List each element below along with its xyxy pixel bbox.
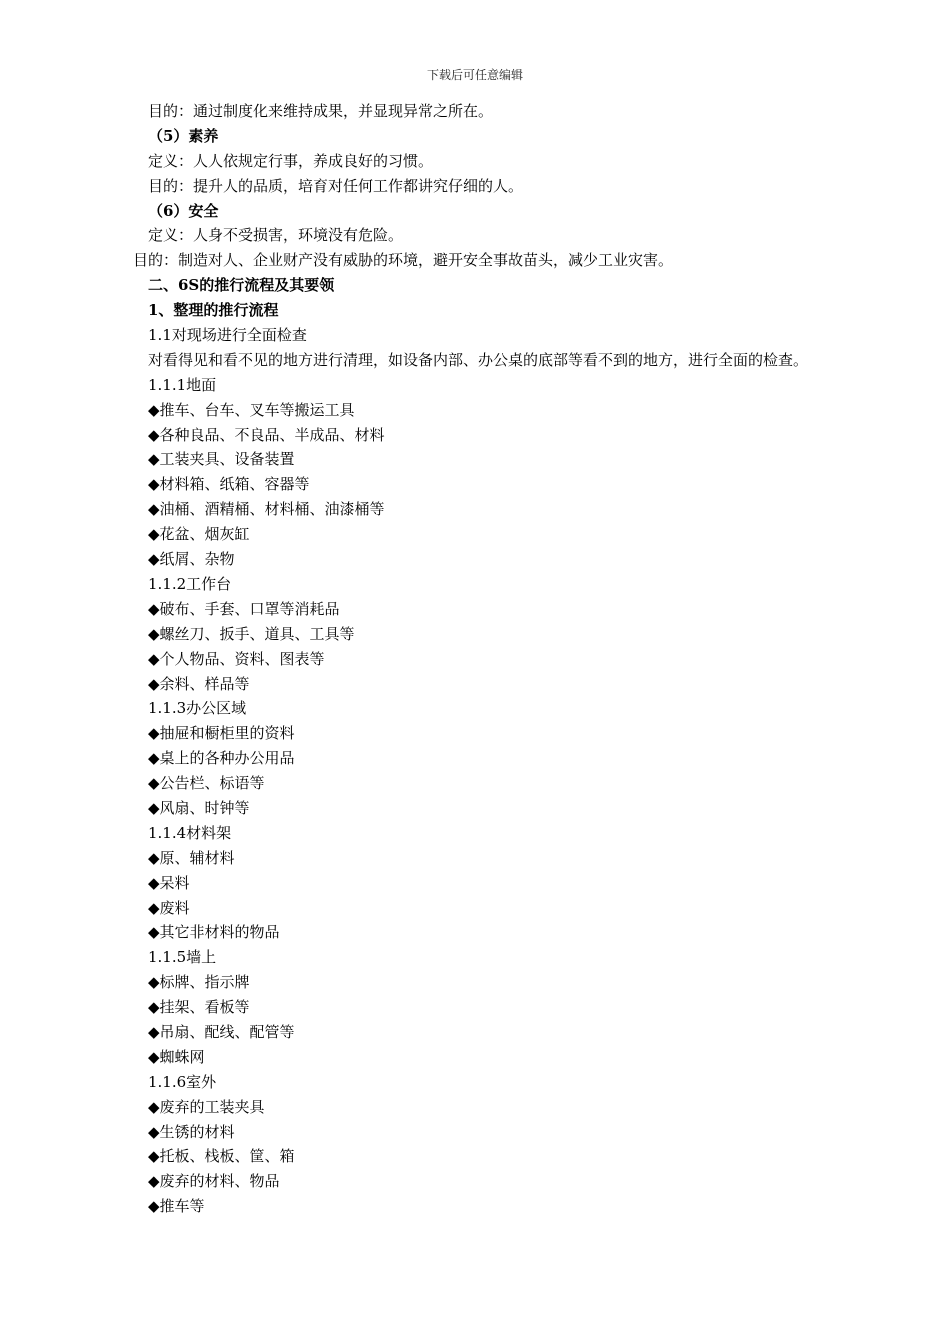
paragraph-line: ◆公告栏、标语等: [148, 774, 265, 793]
paragraph-line: ◆材料箱、纸箱、容器等: [148, 475, 310, 494]
paragraph-line: ◆废弃的工装夹具: [148, 1097, 265, 1116]
paragraph-line: ◆花盆、烟灰缸: [148, 525, 250, 544]
paragraph-line: 1.1对现场进行全面检查: [148, 326, 307, 345]
page-header: 下载后可任意编辑: [426, 68, 523, 82]
paragraph-line: ◆托板、栈板、筐、箱: [148, 1147, 295, 1166]
paragraph-line: ◆推车、台车、叉车等搬运工具: [148, 400, 355, 419]
paragraph-line: ◆桌上的各种办公用品: [148, 749, 295, 768]
paragraph-line: ◆纸屑、杂物: [148, 550, 235, 569]
paragraph-line: ◆余料、样品等: [148, 674, 250, 693]
paragraph-line: ◆抽屉和橱柜里的资料: [148, 724, 295, 743]
paragraph-line: ◆标牌、指示牌: [148, 973, 250, 992]
paragraph-line: 目的：通过制度化来维持成果，并显现异常之所在。: [148, 102, 494, 120]
paragraph-line: ◆生锈的材料: [148, 1122, 235, 1141]
section-heading: （5）素养: [148, 126, 219, 145]
document-body: [114, 99, 842, 1219]
paragraph-line: 定义：人身不受损害，环境没有危险。: [148, 226, 404, 245]
paragraph-line: ◆螺丝刀、扳手、道具、工具等: [148, 624, 355, 643]
paragraph-line: ◆挂架、看板等: [148, 998, 250, 1017]
paragraph-line: ◆油桶、酒精桶、材料桶、油漆桶等: [148, 500, 385, 519]
paragraph-line: ◆个人物品、资料、图表等: [148, 649, 325, 668]
paragraph-line: 1.1.4材料架: [148, 823, 232, 842]
paragraph-line: 1.1.1地面: [148, 375, 217, 394]
paragraph-line: 1.1.5墙上: [148, 948, 217, 967]
paragraph-line: ◆蜘蛛网: [148, 1047, 205, 1066]
paragraph-line: 目的：提升人的品质，培育对任何工作都讲究仔细的人。: [148, 176, 524, 195]
paragraph-line: 目的：制造对人、企业财产没有威胁的环境，避开安全事故苗头，减少工业灾害。: [133, 251, 674, 270]
paragraph-line: ◆各种良品、不良品、半成品、材料: [148, 425, 385, 444]
paragraph-line: ◆风扇、时钟等: [148, 798, 250, 817]
section-heading: 1、整理的推行流程: [148, 301, 279, 320]
paragraph-line: ◆原、辅材料: [148, 848, 235, 867]
paragraph-line: ◆废弃的材料、物品: [148, 1172, 280, 1191]
paragraph-line: 1.1.6室外: [148, 1072, 217, 1091]
paragraph-line: ◆吊扇、配线、配管等: [148, 1022, 295, 1041]
paragraph-line: 对看得见和看不见的地方进行清理，如设备内部、办公桌的底部等看不到的地方，进行全面的检查。: [148, 350, 809, 369]
paragraph-line: ◆破布、手套、口罩等消耗品: [148, 599, 340, 618]
paragraph-line: 定义：人人依规定行事，养成良好的习惯。: [148, 151, 434, 170]
paragraph-line: ◆其它非材料的物品: [148, 923, 280, 942]
paragraph-line: ◆废料: [148, 898, 190, 917]
paragraph-line: 1.1.3办公区域: [148, 699, 247, 718]
paragraph-line: ◆推车等: [148, 1197, 205, 1216]
paragraph-line: 1.1.2工作台: [148, 574, 232, 593]
paragraph-line: ◆工装夹具、设备装置: [148, 450, 295, 469]
section-heading: 二、6S的推行流程及其要领: [148, 276, 335, 295]
paragraph-line: ◆呆料: [148, 873, 190, 892]
section-heading: （6）安全: [148, 201, 219, 220]
